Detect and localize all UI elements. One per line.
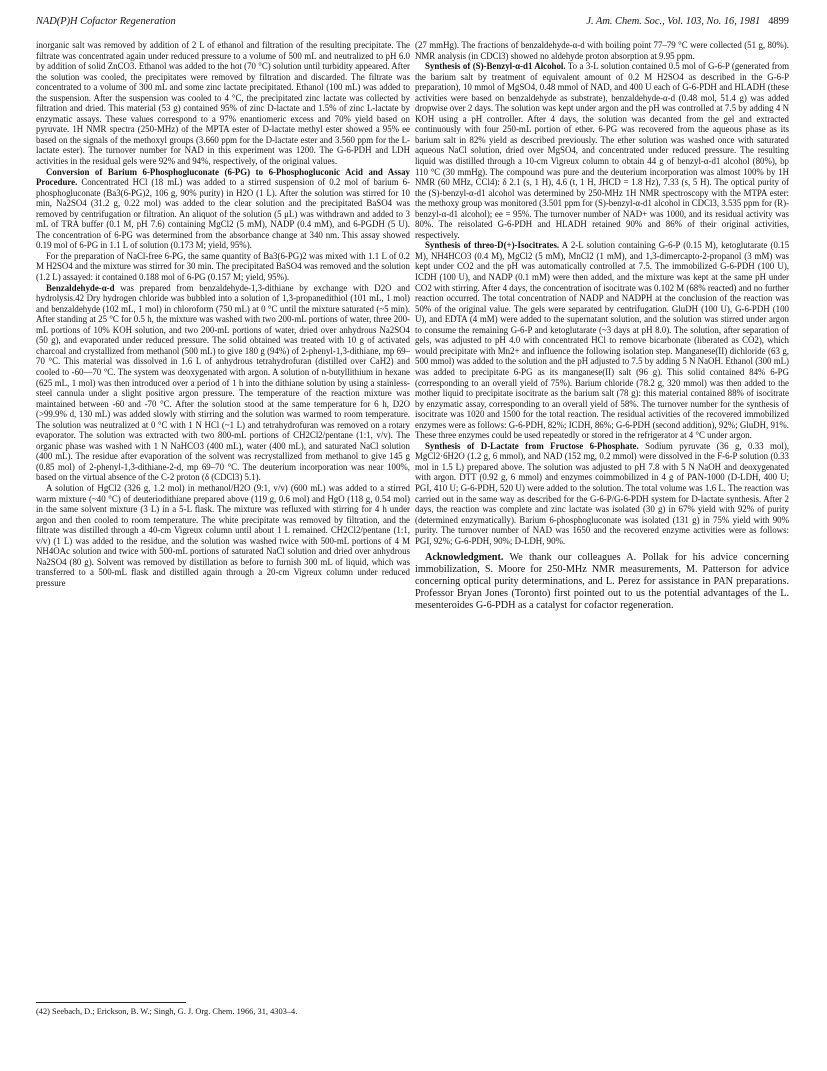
paragraph-zinc-lactate: inorganic salt was removed by addition of 2 L of ethanol and filtration of the resulting precipitate. The filtrate was concentrated again under reduced pressure to a volume of 500 mL and neutralized to pH 6.0 by addition of solid ZnCO3. Ethanol was added to the hot (70 °C) solution until turbidity appeared. After the solution was cooled, the precipitates were removed by filtration and discarded. The filtrate was concentrated to a volume of 300 mL and some zinc lactate precipitated. Ethanol (100 mL) was added to the suspension. After the suspension was cooled to 4 °C, the precipitated zinc lactate was collected by filtration and dried. This material (53 g) contained 95% of zinc D-lactate and 1.5% of zinc L-lactate by enzymatic assays. These values correspond to a 97% enantiomeric excess and 70% yield based on pyruvate. 1H NMR spectra (250-MHz) of the MPTA ester of D-lactate methyl ester showed a 95% ee based on the signals of the methoxyl groups (3.660 ppm for the D-lactate ester and 3.560 ppm for the L-lactate ester). The turnover number for NAD in this experiment was 1200. The G-6-PDH and LDH activities in the residual gels were 92% and 94%, respectively, of the original values. [36,40,410,167]
section-heading: Synthesis of (S)-Benzyl-α-d1 Alcohol. [425,61,566,72]
paragraph-body: To a 3-L solution contained 0.5 mol of G-6-P (generated from the barium salt by treatment of equivalent amount of 0.2 M H2SO4 as described in the G-6-P preparation), 10 mmol of MgSO4, 0.48 mmol of NAD, and 400 U each of G-6-PDH and HLADH (these activities were based on benzaldehyde as substrate), benzaldehyde-α-d (0.48 mol, 51.4 g) was added dropwise over 2 days. The solution was kept under argon and the pH was controlled at 7.5 by adding 4 N KOH using a pH controller. After 4 days, the solution was decanted from the gel and extracted continuously with four 250-mL portion of ether. 6-PG was recovered from the aqueous phase as its barium salt in 82% yield as described previously. The ether solution was washed once with saturated aqueous NaCl solution, dried over MgSO4, and concentrated under reduced pressure. The resulting liquid was distilled through a 10-cm Vigreux column to obtain 44 g of benzyl-α-d1 alcohol (80%), bp 110 °C (30 mmHg). The compound was pure and the deuterium incorporation was almost 100% by 1H NMR (60 MHz, CCl4): δ 2.1 (s, 1 H), 4.6 (t, 1 H, JHCD = 1.8 Hz), 7.33 (s, 5 H). The optical purity of the (S)-benzyl-α-d1 alcohol was determined by 250-MHz 1H NMR spectroscopy with the MTPA ester: the methoxy group was monitored (3.501 ppm for (S)-benzyl-α-d1 alcohol in CDCl3, 3.535 ppm for (R)-benzyl-α-d1 alcohol); ee = 95%. The turnover number of NAD+ was 1000, and its residual activity was 80%. The reisolated G-6-PDH and HLADH retained 90% and 86% of their original activities, respectively. [415,61,789,240]
acknowledgment-paragraph [415,552,789,612]
paragraph-isocitrates [415,240,789,440]
left-column [36,40,410,588]
paragraph-hgcl2: A solution of HgCl2 (326 g, 1.2 mol) in methanol/H2O (9:1, v/v) (600 mL) was added to a stirred warm mixture (~40 °C) of deuteriodithiane prepared above (119 g, 0.6 mol) and HgO (118 g, 0.54 mol) in the same solvent mixture (3 L) in a 5-L flask. The mixture was refluxed with stirring for 4 h under argon and then cooled to room temperature. The white precipitate was removed by filtration, and the filtrate was distilled through a 40-cm Vigreux column until about 1 L remained. CH2Cl2/pentane (1:1, v/v) (1 L) was added to the residue, and the solution was washed twice with 500-mL portions of 4 M NH4OAc solution and twice with 500-mL portions of saturated NaCl solution and dried over anhydrous Na2SO4 (80 g). Solvent was removed by distillation as before to furnish 300 mL of liquid, which was transferred to a 500-mL flask and distilled again through a 20-cm Vigreux column under reduced pressure [36,482,410,588]
footnote-42: (42) Seebach, D.; Erickson, B. W.; Singh, G. J. Org. Chem. 1966, 31, 4303–4. [36,1007,298,1016]
acknowledgment-body: We thank our colleagues A. Pollak for his advice concerning immobilization, S. Moore for 250-MHz NMR measurements, M. Patterson for advice concerning optical purity determinations, and L. Perez for assistance in PAN preparations. Professor Bryan Jones (Toronto) first pointed out to us the potential advantages of the L. mesenteroides G-6-PDH as a catalyst for cofactor regeneration. [415,552,789,611]
footnote-divider [36,1002,186,1003]
journal-citation-line [586,16,789,32]
paragraph-body: A 2-L solution containing G-6-P (0.15 M), ketoglutarate (0.15 M), NH4HCO3 (0.4 M), MgCl2 (5 mM), MnCl2 (1 mM), and 1,3-dimercapto-2-propanol (3 mM) was kept under CO2 and the pH was automatically controlled at 7.5. The immobilized G-6-PDH (100 U), ICDH (100 U), and NADP (0.1 mM) were then added, and the mixture was kept at the same pH under CO2 with stirring. After 4 days, the concentration of isocitrate was 0.102 M (68% reacted) and no further reaction occurred. The total concentration of NADP and NADPH at the conclusion of the reaction was 50% of the original value. The gels were separated by centrifugation. GluDH (100 U), G-6-PDH (100 U), and EDTA (4 mM) were added to the supernatant solution, and the solution was stirred under argon to consume the remaining G-6-P and ketoglutarate (~3 days at pH 8.0). The solution, after separation of gels, was adjusted to pH 4.0 with concentrated HCl to remove bicarbonate (liberated as CO2), which would precipitate with Mn2+ and influence the following isolation step. Manganese(II) dichloride (63 g, 500 mmol) was added to the solution and the pH adjusted to 7.5 by adding 5 N NaOH. Ethanol (300 mL) was added to precipitate 6-PG as its manganese(II) salt (96 g). This solid contained 84% 6-PG (corresponding to an overall yield of 75%). Barium chloride (78.2 g, 320 mmol) was then added to the mother liquid to precipitate isocitrate as the barium salt (78 g): this material contained 88% of isocitrate by enzymatic assay, corresponding to an overall yield of 58%. The turnover number for the synthesis of isocitrate was 1020 and 1500 for the total reaction. The residual activities of the recovered immobilized enzymes were as follows: G-6-PDH, 82%; ICDH, 86%; G-6-PDH (second addition), 92%; GluDH, 91%. These three enzymes could be used repeatedly or stored in the refrigerator at 4 °C under argon. [415,240,790,441]
paragraph-benzaldehyde-fractions: (27 mmHg). The fractions of benzaldehyde-α-d with boiling point 77–79 °C were collected (51 g, 80%). NMR analysis (in CDCl3) showed no aldehyde proton absorption at 9.95 ppm. [415,40,789,61]
paragraph-benzaldehyde [36,283,410,483]
paragraph-d-lactate [415,441,789,546]
acknowledgment [415,552,789,612]
right-column [415,40,789,612]
section-heading: Benzaldehyde-α-d [46,282,115,293]
paragraph-body: Concentrated HCl (18 mL) was added to a stirred suspension of 0.2 mol of barium 6-phosphogluconate (Ba3(6-PG)2, 106 g, 90% purity) in H2O (1 L). After the solution was stirred for 10 min, Na2SO4 (31.2 g, 0.22 mol) was added to the clear solution and the precipitated BaSO4 was removed by centrifugation or filtration. An aliquot of the solution (5 μL) was withdrawn and added to 3 mL of TRA buffer (0.1 M, pH 7.6) containing MgCl2 (5 mM), NADP (0.4 mM), and 6-PGDH (5 U). The concentration of 6-PG was determined from the absorbance change at 340 nm. This assay showed 0.19 mol of 6-PG in 1.1 L of solution (0.173 M; yield, 95%). [36,177,411,251]
page-header [36,16,789,32]
section-heading: Conversion of Barium 6-Phosphogluconate (6-PG) to 6-Phosphogluconic Acid and Assay Procedure. [36,166,410,188]
page-number: 4899 [768,16,789,27]
acknowledgment-heading: Acknowledgment. [425,552,504,564]
paragraph-body: Sodium pyruvate (36 g, 0.33 mol), MgCl2·6H2O (1.2 g, 6 mmol), and NAD (152 mg, 0.2 mmol) were dissolved in the F-6-P solution (0.33 mol in 1.5 L) prepared above. The solution was adjusted to pH 7.8 with 5 N NaOH and deoxygenated with argon. DTT (0.92 g, 6 mmol) and enzymes coimmobilized in 4 g of PAN-1000 (D-LDH, 400 U; PGI, 410 U; G-6-PDH, 520 U) were added to the solution. The total volume was 1.6 L. The reaction was carried out in the same way as described for the G-6-P/G-6-PDH system for D-lactate synthesis. After 2 days, the reaction was complete and zinc lactate was isolated (30 g) in 67% yield with 92% of purity (determined enzymatically). Barium 6-phosphogluconate was isolated (131 g) in 75% yield with 90% purity. The turnover number of NAD was 1650 and the recovered enzyme activities were as follows: PGI, 92%; G-6-PDH, 90%; D-LDH, 90%. [415,440,789,546]
paragraph-body: was prepared from benzaldehyde-1,3-dithiane by exchange with D2O and hydrolysis.42 Dry hydrogen chloride was bubbled into a solution of 1,3-propanedithiol (101 mL, 1 mol) and benzaldehyde (102 mL, 1 mol) in chloroform (750 mL) at 0 °C until the mixture saturated (~5 min). After standing at 25 °C for 0.5 h, the mixture was washed with two 200-mL portions of water, three 200-mL portions of 10% KOH solution, and two 200-mL portions of water, dried over anhydrous Na2SO4 (50 g), and evaporated under reduced pressure. The solid obtained was treated with 10 g of activated charcoal and crystallized from methanol (500 mL) to give 180 g (94%) of 2-phenyl-1,3-dithiane, mp 69–70 °C. This material was dissolved in 1.6 L of anhydrous tetrahydrofuran (distilled over CaH2) and cooled to -60—70 °C. The system was deoxygenated with argon. A solution of n-butyllithium in hexane (625 mL, 1 mol) was then introduced over a period of 1 h into the dithiane solution by using a stainless-steel cannula under a slight positive argon pressure. The temperature of the reaction mixture was maintained between -60 and -70 °C. After the solution stood at the same temperature for 6 h, D2O (>99.9% d, 130 mL) was added slowly with stirring and the solution was warmed to room temperature. The solution was neutralized at 0 °C with 1 N HCl (~1 L) and tetrahydrofuran was removed on a rotary evaporator. The solution was extracted with two 800-mL portions of CH2Cl2/pentane (1:1, v/v). The organic phase was washed with 1 N NaHCO3 (400 mL), water (400 mL), and saturated NaCl solution (400 mL). The residue after evaporation of the solvent was recrystallized from methanol to give 145 g (0.85 mol) of 2-phenyl-1,3-dithiane-2-d, mp 69–70 °C. The deuterium incorporation was near 100%, based on the virtual absence of the C-2 proton (δ (CDCl3) 5.1). [36,282,410,483]
paragraph-benzyl-alcohol [415,61,789,240]
paragraph-6pg-conversion [36,167,410,251]
paragraph-nacl-free-6pg: For the preparation of NaCl-free 6-PG, the same quantity of Ba3(6-PG)2 was mixed with 1.1 L of 0.2 M H2SO4 and the mixture was stirred for 30 min. The precipitated BaSO4 was removed and the solution (1.2 L) assayed: it contained 0.188 mol of 6-PG (0.157 M; yield, 95%). [36,250,410,283]
section-heading: Synthesis of D-Lactate from Fructose 6-Phosphate. [425,440,639,451]
running-title: NAD(P)H Cofactor Regeneration [36,16,176,27]
journal-citation: J. Am. Chem. Soc., Vol. 103, No. 16, 1981 [586,16,761,27]
section-heading: Synthesis of threo-D(+)-Isocitrates. [425,240,560,251]
